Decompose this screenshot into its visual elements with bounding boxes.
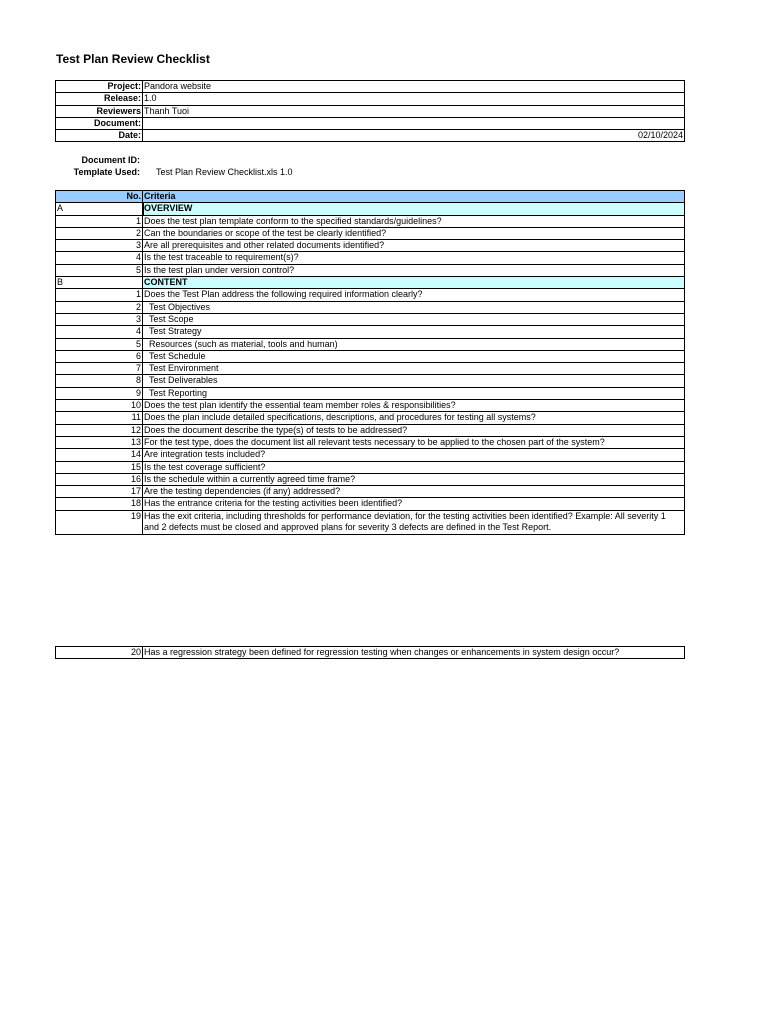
table-row [56, 264, 685, 276]
table-row [56, 375, 685, 387]
criteria-no[interactable]: 5 [56, 338, 143, 350]
criteria-text[interactable]: Test Objectives [143, 301, 685, 313]
meta-value[interactable] [140, 154, 156, 166]
table-row [56, 424, 685, 436]
criteria-text[interactable]: Are the testing dependencies (if any) addressed? [143, 486, 685, 498]
table-row [56, 647, 685, 659]
table-row [56, 436, 685, 448]
info-value[interactable]: 1.0 [143, 93, 685, 105]
meta-value[interactable]: Test Plan Review Checklist.xls 1.0 [156, 167, 293, 177]
header-criteria: Criteria [143, 191, 685, 203]
info-label: Reviewers [56, 105, 143, 117]
criteria-text[interactable]: Has the entrance criteria for the testing activities been identified? [143, 498, 685, 510]
criteria-no[interactable]: 11 [56, 412, 143, 424]
table-row [56, 400, 685, 412]
criteria-text[interactable]: Is the test plan under version control? [143, 264, 685, 276]
criteria-text[interactable]: Are all prerequisites and other related documents identified? [143, 240, 685, 252]
criteria-no[interactable]: 13 [56, 436, 143, 448]
table-row [56, 412, 685, 424]
criteria-text[interactable]: Does the plan include detailed specifications, descriptions, and procedures for testing all systems? [143, 412, 685, 424]
section-row-overview [56, 203, 685, 215]
info-row-project [56, 81, 685, 93]
meta-label: Template Used: [73, 167, 140, 177]
meta-document-id [56, 154, 293, 166]
table-row [56, 498, 685, 510]
table-row [56, 486, 685, 498]
table-row [56, 227, 685, 239]
table-row [56, 473, 685, 485]
table-row [56, 313, 685, 325]
info-row-document [56, 117, 685, 129]
criteria-text[interactable]: Are integration tests included? [143, 449, 685, 461]
criteria-text[interactable]: Test Environment [143, 363, 685, 375]
criteria-text[interactable]: Is the test traceable to requirement(s)? [143, 252, 685, 264]
section-title[interactable]: OVERVIEW [143, 203, 685, 215]
info-label: Project: [56, 81, 143, 93]
table-row [56, 461, 685, 473]
header-no: No. [56, 191, 143, 203]
criteria-no[interactable]: 6 [56, 350, 143, 362]
criteria-text[interactable]: Is the schedule within a currently agreed time frame? [143, 473, 685, 485]
criteria-no[interactable]: 2 [56, 227, 143, 239]
table-row [56, 363, 685, 375]
meta-template-used [56, 166, 293, 178]
criteria-no[interactable]: 1 [56, 289, 143, 301]
project-info-table [55, 80, 685, 142]
criteria-text[interactable]: For the test type, does the document list all relevant tests necessary to be applied to the chosen part of the system? [143, 436, 685, 448]
info-value[interactable]: 02/10/2024 [143, 130, 685, 142]
criteria-no[interactable]: 8 [56, 375, 143, 387]
criteria-no[interactable]: 10 [56, 400, 143, 412]
table-row [56, 338, 685, 350]
meta-label: Document ID: [81, 155, 140, 165]
criteria-no[interactable]: 7 [56, 363, 143, 375]
info-row-date [56, 130, 685, 142]
info-value[interactable] [143, 117, 685, 129]
criteria-no[interactable]: 5 [56, 264, 143, 276]
info-label: Document: [56, 117, 143, 129]
criteria-text[interactable]: Is the test coverage sufficient? [143, 461, 685, 473]
table-row [56, 240, 685, 252]
criteria-text[interactable]: Does the Test Plan address the following required information clearly? [143, 289, 685, 301]
criteria-text[interactable]: Test Reporting [143, 387, 685, 399]
criteria-no[interactable]: 4 [56, 326, 143, 338]
criteria-text[interactable]: Can the boundaries or scope of the test be clearly identified? [143, 227, 685, 239]
sheet-title: Test Plan Review Checklist [56, 52, 210, 66]
criteria-text[interactable]: Test Strategy [143, 326, 685, 338]
criteria-text[interactable]: Does the document describe the type(s) of tests to be addressed? [143, 424, 685, 436]
table-row [56, 215, 685, 227]
table-row [56, 387, 685, 399]
criteria-no[interactable]: 18 [56, 498, 143, 510]
criteria-no[interactable]: 2 [56, 301, 143, 313]
info-value[interactable]: Pandora website [143, 81, 685, 93]
criteria-text[interactable]: Resources (such as material, tools and human) [143, 338, 685, 350]
criteria-no[interactable]: 17 [56, 486, 143, 498]
criteria-no[interactable]: 3 [56, 313, 143, 325]
table-row [56, 326, 685, 338]
section-letter[interactable]: B [56, 277, 143, 289]
table-row [56, 350, 685, 362]
criteria-no[interactable]: 16 [56, 473, 143, 485]
criteria-text[interactable]: Has the exit criteria, including thresholds for performance deviation, for the testing activities been identified? Example: All severity 1 and 2 defects must be closed and approved plans for severity 3 defects are defined in the Test Report. [143, 510, 685, 534]
table-row [56, 301, 685, 313]
criteria-text[interactable]: Test Scope [143, 313, 685, 325]
criteria-no[interactable]: 3 [56, 240, 143, 252]
criteria-text[interactable]: Has a regression strategy been defined for regression testing when changes or enhancements in system design occur? [143, 647, 685, 659]
criteria-no[interactable]: 12 [56, 424, 143, 436]
table-row [56, 289, 685, 301]
info-value[interactable]: Thanh Tuoi [143, 105, 685, 117]
info-row-release [56, 93, 685, 105]
section-title[interactable]: CONTENT [143, 277, 685, 289]
document-meta [56, 154, 293, 178]
section-row-content [56, 277, 685, 289]
criteria-no[interactable]: 19 [56, 510, 143, 534]
criteria-no[interactable]: 1 [56, 215, 143, 227]
info-label: Release: [56, 93, 143, 105]
criteria-text[interactable]: Does the test plan template conform to the specified standards/guidelines? [143, 215, 685, 227]
criteria-text[interactable]: Does the test plan identify the essential team member roles & responsibilities? [143, 400, 685, 412]
info-label: Date: [56, 130, 143, 142]
criteria-no[interactable]: 14 [56, 449, 143, 461]
criteria-text[interactable]: Test Deliverables [143, 375, 685, 387]
section-letter[interactable]: A [56, 203, 143, 215]
criteria-header-row [56, 191, 685, 203]
table-row [56, 252, 685, 264]
criteria-table-continued [55, 646, 685, 659]
info-row-reviewers [56, 105, 685, 117]
criteria-no[interactable]: 9 [56, 387, 143, 399]
criteria-text[interactable]: Test Schedule [143, 350, 685, 362]
criteria-no[interactable]: 4 [56, 252, 143, 264]
criteria-no[interactable]: 20 [56, 647, 143, 659]
criteria-table [55, 190, 685, 535]
table-row [56, 449, 685, 461]
table-row [56, 510, 685, 534]
criteria-no[interactable]: 15 [56, 461, 143, 473]
